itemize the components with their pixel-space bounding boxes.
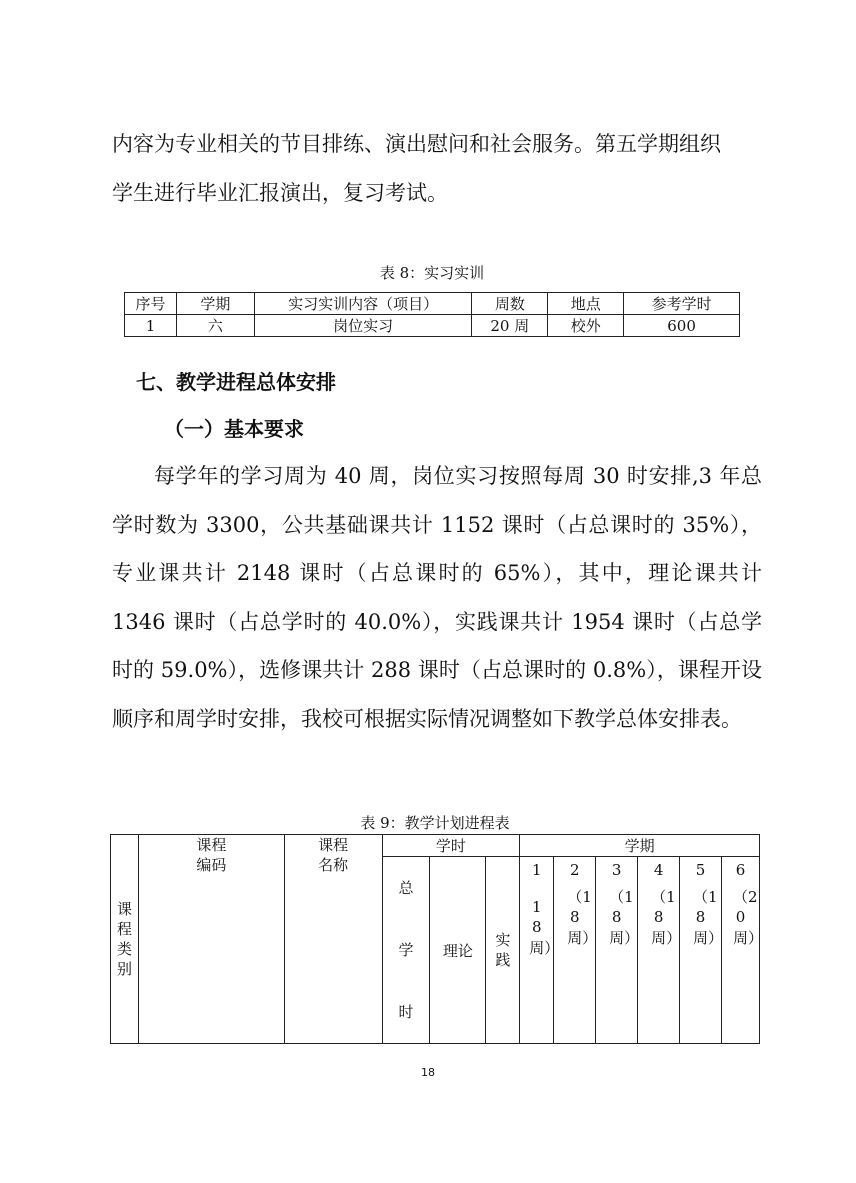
practice-hours-cell <box>486 857 520 1044</box>
semester-number: 6 <box>735 861 746 879</box>
table-cell: 600 <box>624 315 740 337</box>
semester-weeks: （20周） <box>733 888 764 947</box>
header-cell: 序号 <box>125 293 177 315</box>
hours-header-cell: 学时 <box>382 835 520 857</box>
course-code-label: 课程编码 <box>196 836 227 875</box>
subsection-heading: （一）基本要求 <box>164 417 304 441</box>
semester-cell <box>680 857 722 1044</box>
teaching-plan-table <box>110 834 764 1044</box>
semester-number: 1 <box>532 861 542 879</box>
table-cell: 校外 <box>548 315 624 337</box>
semester-weeks: （18周） <box>609 888 640 947</box>
course-category-cell <box>111 835 139 1044</box>
table-header-row <box>111 835 760 857</box>
semester-number: 4 <box>653 861 664 879</box>
practice-hours-label: 实践 <box>495 930 511 969</box>
semester-number: 3 <box>611 861 622 879</box>
semester-number: 5 <box>695 861 706 879</box>
course-code-cell <box>138 835 284 1044</box>
header-cell: 周数 <box>472 293 548 315</box>
semester-cell <box>554 857 596 1044</box>
section-heading: 七、教学进程总体安排 <box>136 370 336 394</box>
intro-paragraph <box>112 120 762 217</box>
header-cell: 地点 <box>548 293 624 315</box>
semester-weeks: （18周） <box>567 888 598 947</box>
table-cell: 20 周 <box>472 315 548 337</box>
table8-caption: 表 8：实习实训 <box>379 264 485 282</box>
header-cell: 参考学时 <box>624 293 740 315</box>
course-name-cell <box>284 835 382 1044</box>
table-row <box>125 315 740 337</box>
semester-header-cell: 学期 <box>520 835 760 857</box>
semester-weeks: （18周） <box>651 888 682 947</box>
intro-line-1: 内容为专业相关的节目排练、演出慰问和社会服务。第五学期组织 <box>112 132 721 156</box>
body-paragraph: 每学年的学习周为 40 周，岗位实习按照每周 30 时安排,3 年总学时数为 3300，公共基础课共计 1152 课时（占总课时的 35%），专业课共计 2148 课时（占总课时的 65%），其中，理论课共计 1346 课时（占总学时的 40.0%），实践课共计 1954 课时（占总学时的 59.0%），选修课共计 288 课时（占总课时的 0.8%），课程开设顺序和周学时安排，我校可根据实际情况调整如下教学总体安排表。 <box>112 464 762 731</box>
semester-cell <box>520 857 560 1044</box>
semester-cell <box>722 857 764 1044</box>
course-name-label: 课程名称 <box>318 836 349 875</box>
intro-line-2: 学生进行毕业汇报演出，复习考试。 <box>112 180 448 205</box>
theory-hours-cell: 理论 <box>430 857 486 1044</box>
table-cell: 1 <box>125 315 177 337</box>
semester-weeks: （18周） <box>693 888 724 947</box>
semester-cell <box>638 857 680 1044</box>
table9-caption: 表 9：教学计划进程表 <box>360 814 510 832</box>
semester-cell <box>596 857 638 1044</box>
semester-number: 2 <box>569 861 580 879</box>
table-cell: 六 <box>176 315 254 337</box>
semester-weeks: 18周） <box>529 898 560 957</box>
header-cell: 实习实训内容（项目） <box>254 293 472 315</box>
table-header-row <box>125 293 740 315</box>
table-cell: 岗位实习 <box>254 315 472 337</box>
total-hours-cell <box>382 857 430 1044</box>
page-number: 18 <box>421 1066 435 1079</box>
total-hours-label: 总学时 <box>398 879 414 1021</box>
internship-table <box>124 292 740 337</box>
course-category-label: 课程类别 <box>116 899 132 979</box>
header-cell: 学期 <box>176 293 254 315</box>
